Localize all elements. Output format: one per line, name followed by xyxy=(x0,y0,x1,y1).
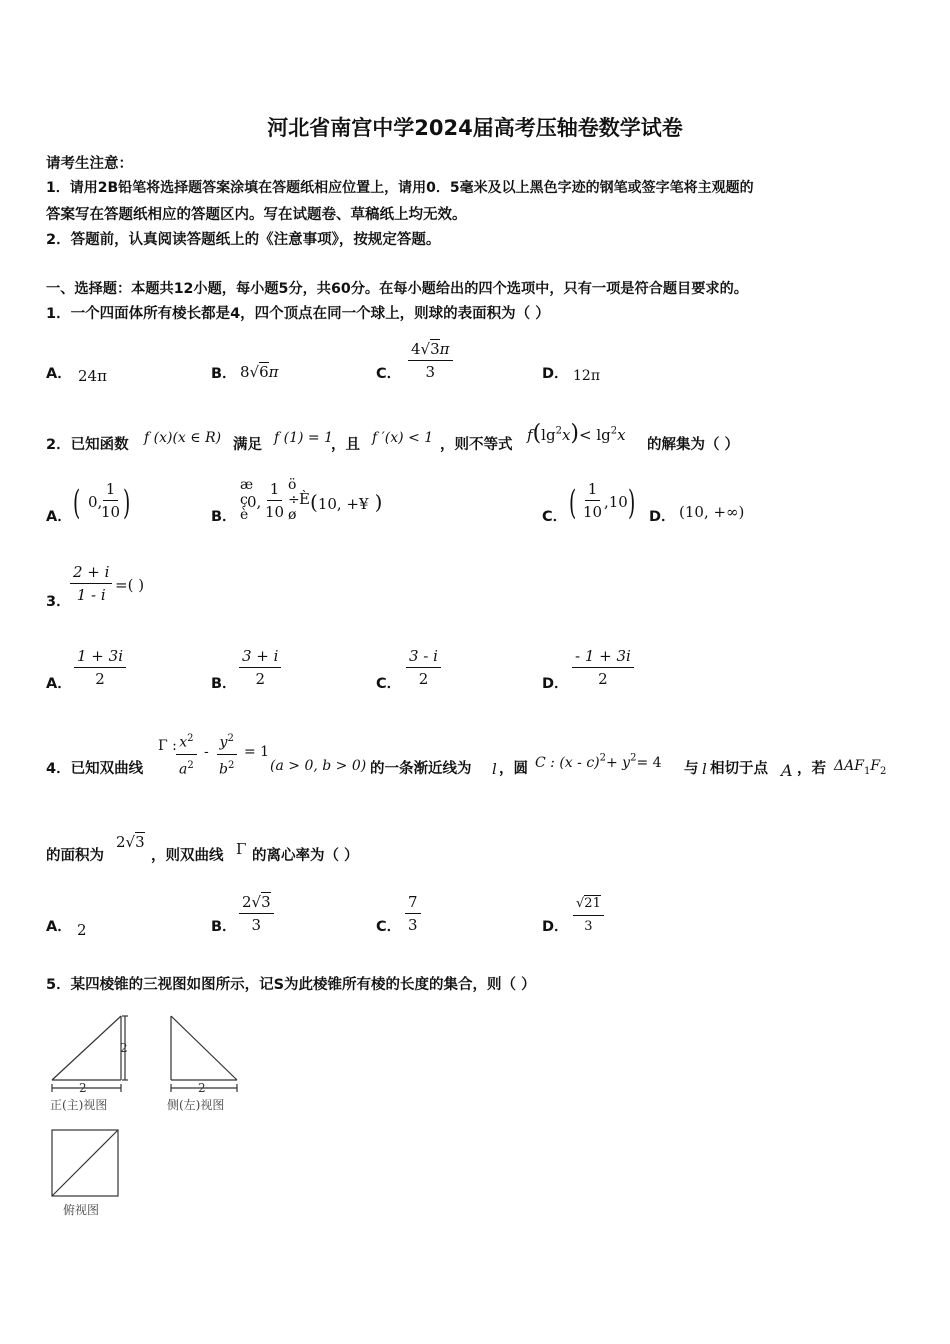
q4-line-l: l xyxy=(492,760,497,778)
q3-expression: $\frac{2 + i}{1 - i}$ xyxy=(70,563,112,604)
q4-circle: C : $(x - c)^2+ y^2= 4$ xyxy=(535,752,662,771)
q4-y-term: $\frac{y^2}{b^2}$ xyxy=(216,730,237,778)
q4-stem-3: ，圆 xyxy=(499,761,528,777)
q1-option-c: $\frac{4√3\pi}{3}$ xyxy=(408,340,453,381)
q3-option-c: $\frac{3 - i}{2}$ xyxy=(406,647,441,688)
q4-area: 2√3 xyxy=(116,833,145,851)
q4-option-d: $\frac{√21}{3}$ xyxy=(573,895,604,936)
q4-stem-4: 与 xyxy=(684,761,699,777)
q2-option-a-label[interactable]: A． xyxy=(46,509,72,525)
q4-stem-8: ，则双曲线 xyxy=(151,848,224,864)
q4-option-b-label[interactable]: B． xyxy=(211,919,237,935)
q4-stem-9: 的离心率为（ ） xyxy=(252,848,359,864)
q4-stem-6: ，若 xyxy=(797,761,826,777)
q1-option-b: 8√6π xyxy=(240,363,279,381)
q2-condition-1: f (1) = 1 xyxy=(274,430,334,446)
q4-stem-2: 的一条渐近线为 xyxy=(370,761,472,777)
q2-option-c-fraction: $\frac{1}{10}$ xyxy=(583,480,603,521)
q2-inequality: $f(\lg^2x)< \lg^2x$ xyxy=(527,421,626,446)
top-view-label: 俯视图 xyxy=(63,1203,100,1217)
q2-option-b-fraction: $\frac{1}{10}$ xyxy=(265,480,285,521)
q1-option-a-label[interactable]: A． xyxy=(46,366,72,382)
q4-option-b: $\frac{2√3}{3}$ xyxy=(239,893,274,934)
q2-option-b-union: È xyxy=(299,490,310,508)
q4-stem-7: 的面积为 xyxy=(46,848,104,864)
q2-stem-2: 满足 xyxy=(233,437,262,453)
question-1-stem: 1．一个四面体所有棱长都是4，四个顶点在同一个球上，则球的表面积为（ ） xyxy=(46,306,550,322)
side-width-dim: 2 xyxy=(198,1081,206,1095)
section-heading: 一、选择题：本题共12小题，每小题5分，共60分。在每小题给出的四个选项中，只有一项是符合题目要求的。 xyxy=(46,281,748,297)
q4-condition: (a > 0, b > 0) xyxy=(270,758,367,774)
q4-option-c-label[interactable]: C． xyxy=(376,919,402,935)
top-view xyxy=(52,1130,118,1196)
q4-option-a-label[interactable]: A． xyxy=(46,919,72,935)
q2-stem-4: ，则不等式 xyxy=(440,437,513,453)
notice-heading: 请考生注意： xyxy=(46,156,133,172)
q2-option-b-garbled-right: ö ÷ ø xyxy=(288,477,300,523)
q2-stem-3: ，且 xyxy=(331,437,360,453)
q2-stem-1: 2．已知函数 xyxy=(46,437,129,453)
q4-option-a: 2 xyxy=(77,921,87,939)
q1-option-d-label[interactable]: D． xyxy=(542,366,569,382)
three-view-figure xyxy=(40,1008,260,1223)
q1-option-b-label[interactable]: B． xyxy=(211,366,237,382)
q2-option-c-right: ,10 xyxy=(604,493,628,511)
q2-option-d-label[interactable]: D． xyxy=(649,509,676,525)
q4-stem-5: 相切于点 xyxy=(710,761,768,777)
question-5-stem: 5．某四棱锥的三视图如图所示，记S为此棱锥所有棱的长度的集合，则（ ） xyxy=(46,977,536,993)
front-width-dim: 2 xyxy=(79,1081,87,1095)
notice-line-1: 1．请用2B铅笔将选择题答案涂填在答题纸相应位置上，请用0．5毫米及以上黑色字迹的钢笔或签字笔将主观题的 xyxy=(46,180,754,196)
q2-function: f (x)(x ∈ R) xyxy=(144,430,222,446)
q4-triangle: $\Delta AF_1F_2$ xyxy=(834,758,887,778)
q4-line-l-2: l xyxy=(702,760,707,778)
q4-option-d-label[interactable]: D． xyxy=(542,919,569,935)
q4-option-c: $\frac{7}{3}$ xyxy=(405,893,421,934)
q4-gamma-2: Γ xyxy=(236,840,247,858)
q4-stem-1: 4．已知双曲线 xyxy=(46,761,144,777)
q3-label: 3． xyxy=(46,594,71,610)
q1-option-a: 24π xyxy=(78,367,107,385)
q2-option-d: (10, +∞) xyxy=(679,503,745,521)
q4-gamma: Γ : xyxy=(158,738,177,754)
q4-point-a: A xyxy=(781,761,793,780)
q2-option-c-label[interactable]: C． xyxy=(542,509,568,525)
q3-option-b-label[interactable]: B． xyxy=(211,676,237,692)
page-title: 河北省南宫中学2024届高考压轴卷数学试卷 xyxy=(267,116,683,140)
front-view-label: 正(主)视图 xyxy=(50,1098,108,1112)
q3-option-a-label[interactable]: A． xyxy=(46,676,72,692)
q3-option-d-label[interactable]: D． xyxy=(542,676,569,692)
q3-option-d: $\frac{- 1 + 3i}{2}$ xyxy=(572,647,634,688)
q3-option-a: $\frac{1 + 3i}{2}$ xyxy=(74,647,126,688)
q2-option-b-left: 0, xyxy=(247,493,262,511)
q4-minus: - xyxy=(204,744,209,760)
q2-stem-5: 的解集为（ ） xyxy=(647,437,740,453)
q1-option-c-label[interactable]: C． xyxy=(376,366,402,382)
notice-line-2: 2．答题前，认真阅读答题纸上的《注意事项》，按规定答题。 xyxy=(46,232,441,248)
q3-option-b: $\frac{3 + i}{2}$ xyxy=(239,647,281,688)
q3-tail: =( ) xyxy=(115,576,145,594)
side-view-label: 侧(左)视图 xyxy=(167,1098,225,1112)
q2-option-a-fraction: $\frac{1}{10}$ xyxy=(101,480,121,521)
front-height-dim: 2 xyxy=(120,1041,128,1055)
q4-equals: = 1 xyxy=(244,744,270,760)
q2-option-b-label[interactable]: B． xyxy=(211,509,237,525)
q4-x-term: $\frac{x^2}{a^2}$ xyxy=(176,730,197,778)
q2-option-a-left: 0, xyxy=(88,493,103,511)
q2-option-b-right: (10, +¥ ) xyxy=(310,490,383,514)
q2-condition-2: f ′(x) < 1 xyxy=(372,430,434,446)
notice-line-1b: 答案写在答题纸相应的答题区内。写在试题卷、草稿纸上均无效。 xyxy=(46,207,467,223)
q3-option-c-label[interactable]: C． xyxy=(376,676,402,692)
q2-option-b-garbled-left: æ ç è xyxy=(240,477,254,523)
front-view xyxy=(52,1016,128,1092)
q1-option-d: 12π xyxy=(573,368,601,384)
